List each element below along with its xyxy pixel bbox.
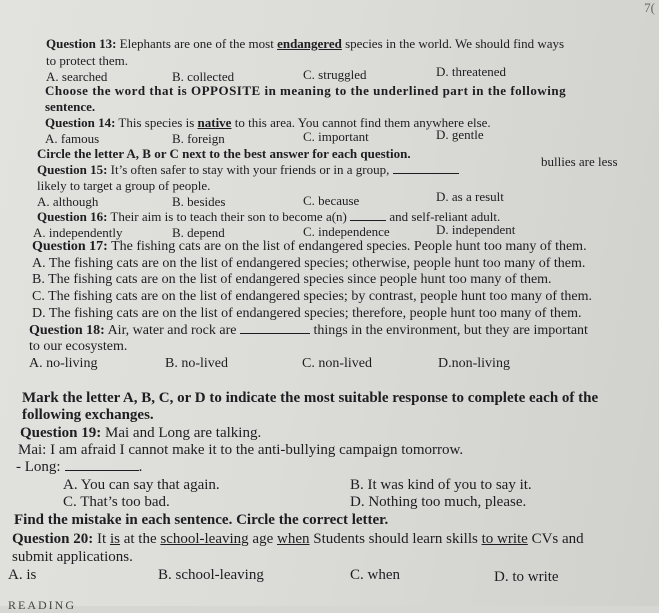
instruction-opposite-line1: Choose the word that is OPPOSITE in meaning to the underlined part in the following <box>45 83 567 98</box>
q18-stem <box>29 323 588 339</box>
q19-long-end: . <box>138 459 143 475</box>
q19-option-a[interactable]: A. You can say that again. <box>63 477 220 493</box>
q20-option-a[interactable]: A. is <box>8 567 37 583</box>
q18-blank[interactable] <box>240 333 310 334</box>
q19-mai-line: Mai: I am afraid I cannot make it to the anti-bullying campaign tomorrow. <box>18 442 464 458</box>
q20-text-2: at the <box>119 531 161 547</box>
q20-text-5: CVs and <box>527 531 584 547</box>
q15-option-b[interactable]: B. besides <box>172 194 226 209</box>
q17-option-b[interactable]: B. The fishing cats are on the list of endangered species since people hunt too many of them. <box>32 272 552 287</box>
q18-text-b: things in the environment, but they are important <box>309 323 588 338</box>
corner-mark: 7( <box>644 0 655 15</box>
bottom-cut-text: READING <box>8 598 76 612</box>
q18-text-a: Air, water and rock are <box>104 323 240 338</box>
q15-option-a[interactable]: A. although <box>37 194 99 209</box>
q14-text-a: This species is <box>115 115 198 130</box>
q13-text-a: Elephants are one of the most <box>116 36 278 51</box>
q17-label: Question 17: <box>32 239 108 254</box>
q14-option-d[interactable]: D. gentle <box>436 127 484 142</box>
q14-label: Question 14: <box>45 115 116 130</box>
q20-text-1: It <box>93 531 110 547</box>
q17-option-c[interactable]: C. The fishing cats are on the list of endangered species; by contrast, people hunt too many of them. <box>32 289 592 304</box>
q13-option-a[interactable]: A. searched <box>46 69 108 84</box>
q15-option-c[interactable]: C. because <box>303 193 360 208</box>
q20-text-3: age <box>248 531 277 547</box>
q18-stem-cont: to our ecosystem. <box>29 339 128 354</box>
q13-key-word: endangered <box>277 36 342 51</box>
q20-underline-when[interactable]: when <box>277 531 310 547</box>
q18-label: Question 18: <box>29 323 105 338</box>
q16-option-b[interactable]: B. depend <box>172 225 225 240</box>
q17-option-a[interactable]: A. The fishing cats are on the list of endangered species; otherwise, people hunt too many of them. <box>32 256 586 271</box>
q17-option-d[interactable]: D. The fishing cats are on the list of endangered species; therefore, people hunt too many of them. <box>32 306 582 321</box>
q20-label: Question 20: <box>12 531 94 547</box>
q13-option-c[interactable]: C. struggled <box>303 67 367 82</box>
q16-text-a: Their aim is to teach their son to become a(n) <box>107 209 351 224</box>
q15-stem <box>37 162 459 178</box>
q17-text: The fishing cats are on the list of endangered species. People hunt too many of them. <box>107 239 587 254</box>
q15-text-a: It’s often safer to stay with your friends or in a group, <box>107 162 393 177</box>
q18-option-c[interactable]: C. non-lived <box>302 356 372 371</box>
q17-stem <box>32 239 587 255</box>
q19-option-d[interactable]: D. Nothing too much, please. <box>350 494 527 510</box>
q13-option-b[interactable]: B. collected <box>172 69 235 84</box>
q15-text-b: bullies are less <box>541 154 618 169</box>
q15-option-d[interactable]: D. as a result <box>436 189 504 204</box>
q16-label: Question 16: <box>37 209 108 224</box>
instruction-mark-line1: Mark the letter A, B, C, or D to indicate the most suitable response to complete each of the <box>22 390 599 406</box>
q14-option-c[interactable]: C. important <box>303 129 369 144</box>
q20-option-c[interactable]: C. when <box>350 567 400 583</box>
q20-option-b[interactable]: B. school-leaving <box>158 567 264 583</box>
instruction-circle: Circle the letter A, B or C next to the best answer for each question. <box>37 146 411 161</box>
q20-stem <box>12 531 584 548</box>
q14-option-b[interactable]: B. foreign <box>172 131 225 146</box>
q15-label: Question 15: <box>37 162 108 177</box>
q19-blank[interactable] <box>65 470 139 471</box>
instruction-opposite-line2: sentence. <box>45 99 96 114</box>
q20-underline-to-write[interactable]: to write <box>481 531 528 547</box>
q16-option-d[interactable]: D. independent <box>436 222 516 237</box>
q19-long-line <box>16 459 142 476</box>
q13-text-b: species in the world. We should find ways <box>341 36 565 51</box>
q13-label: Question 13: <box>46 36 117 51</box>
q16-stem <box>37 209 500 225</box>
q19-text: Mai and Long are talking. <box>101 425 262 441</box>
q13-stem <box>46 36 564 52</box>
q20-underline-is[interactable]: is <box>109 531 120 547</box>
q13-stem-cont: to protect them. <box>46 53 128 68</box>
q15-blank[interactable] <box>393 173 459 174</box>
q20-option-d[interactable]: D. to write <box>494 569 559 585</box>
q18-option-a[interactable]: A. no-living <box>29 356 98 371</box>
q13-option-d[interactable]: D. threatened <box>436 64 507 79</box>
q20-underline-school-leaving[interactable]: school-leaving <box>160 531 249 547</box>
q16-blank[interactable] <box>350 220 386 221</box>
q18-option-d[interactable]: D.non-living <box>438 356 510 371</box>
instruction-mark-line2: following exchanges. <box>22 407 154 423</box>
q14-stem <box>45 115 491 131</box>
q19-label: Question 19: <box>20 425 102 441</box>
q15-stem-cont: likely to target a group of people. <box>37 178 211 193</box>
q20-stem-cont: submit applications. <box>12 549 133 565</box>
instruction-mistake: Find the mistake in each sentence. Circle the correct letter. <box>14 512 389 528</box>
q19-long-label: - Long: <box>16 459 61 475</box>
q16-text-b: and self-reliant adult. <box>386 209 501 224</box>
q19-option-c[interactable]: C. That’s too bad. <box>63 494 170 510</box>
q14-key-word: native <box>197 115 232 130</box>
q16-option-a[interactable]: A. independently <box>33 225 123 240</box>
q14-option-a[interactable]: A. famous <box>45 131 100 146</box>
q19-stem <box>20 425 261 442</box>
q20-text-4: Students should learn skills <box>309 531 482 547</box>
q19-option-b[interactable]: B. It was kind of you to say it. <box>350 477 532 493</box>
q14-text-b: to this area. You cannot find them anywhere else. <box>231 115 491 130</box>
q18-option-b[interactable]: B. no-lived <box>165 356 228 371</box>
q16-option-c[interactable]: C. independence <box>303 224 390 239</box>
